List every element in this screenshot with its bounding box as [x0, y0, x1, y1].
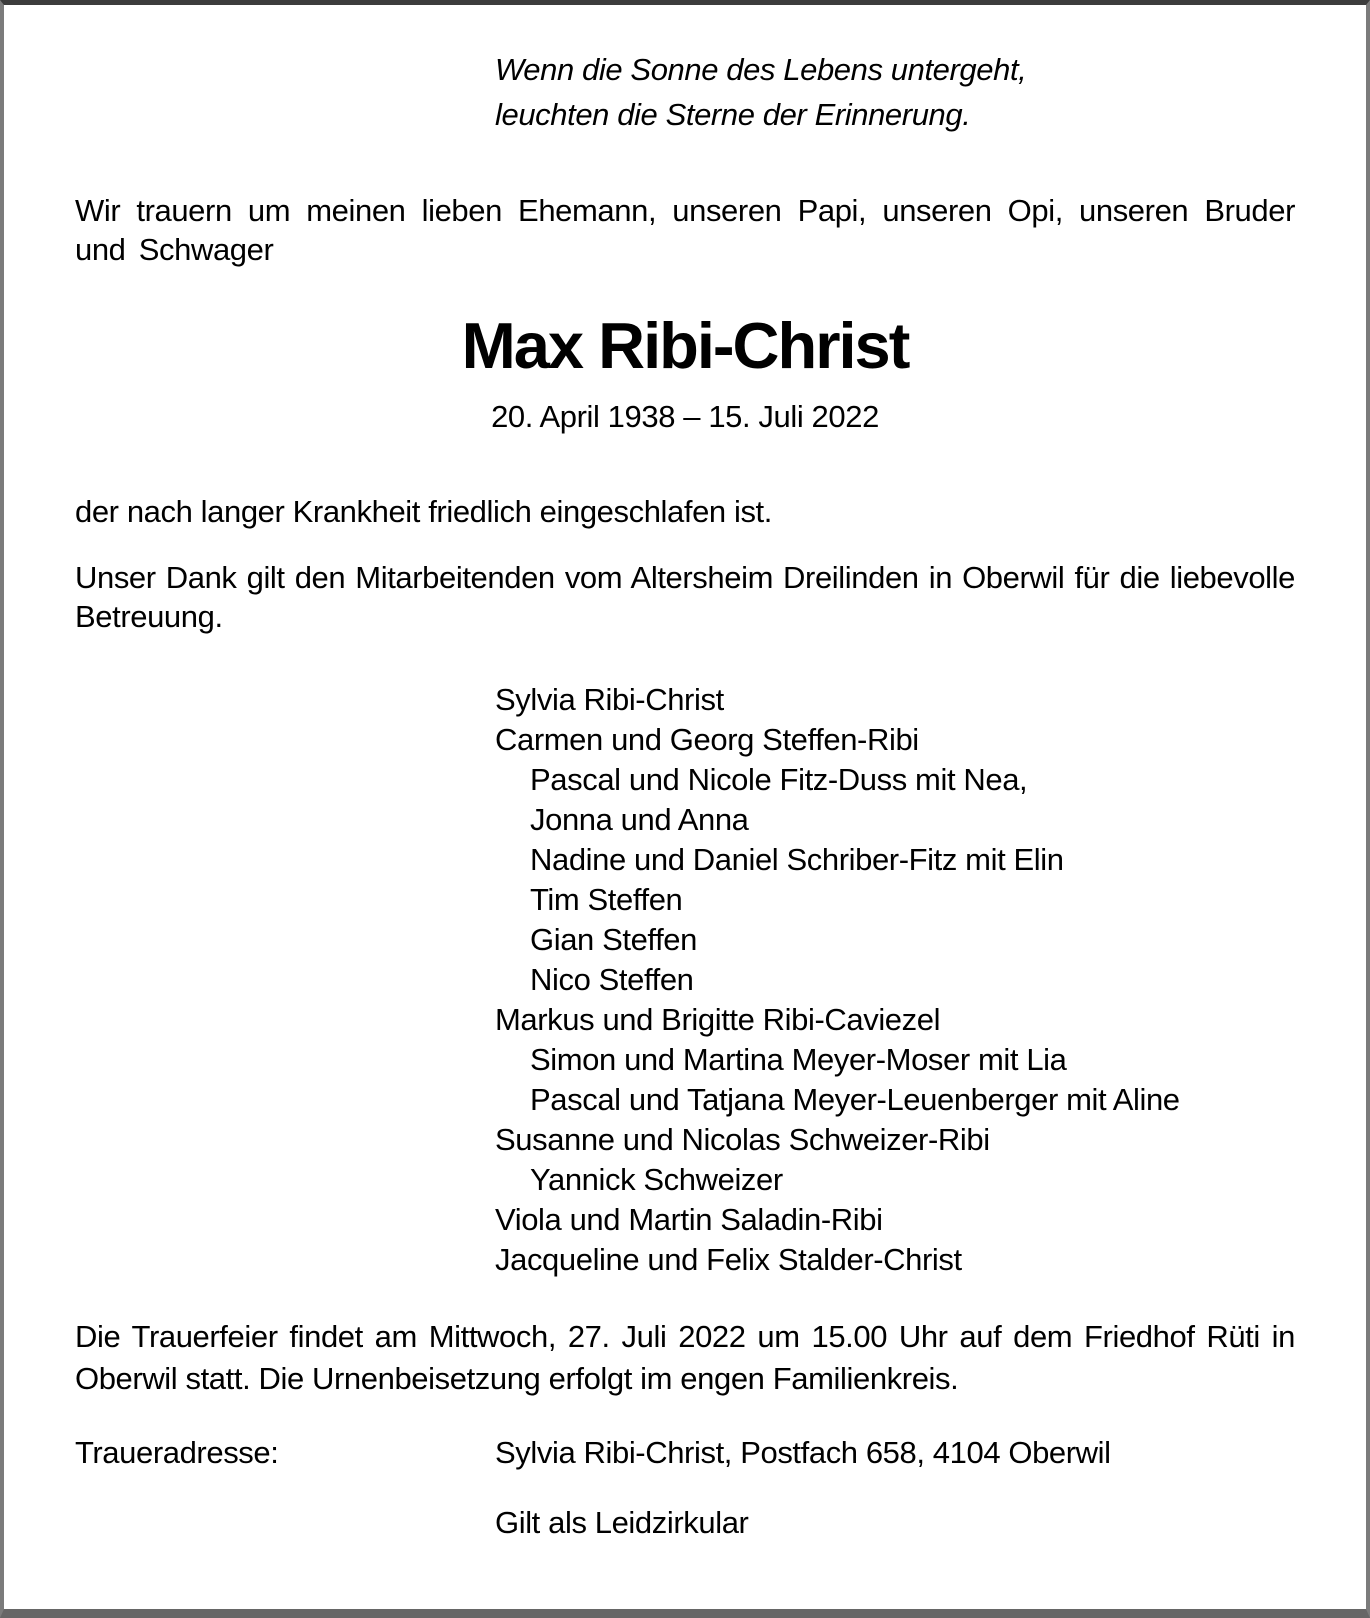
family-member: Nico Steffen	[530, 962, 694, 997]
family-member: Jacqueline und Felix Stalder-Christ	[495, 1242, 962, 1277]
family-member: Pascal und Tatjana Meyer-Leuenberger mit Aline	[530, 1082, 1180, 1117]
funeral-paragraph: Die Trauerfeier findet am Mittwoch, 27. Juli 2022 um 15.00 Uhr auf dem Friedhof Rüti in Oberwil statt. Die Urnenbeisetzung erfolgt im engen Familienkreis.	[75, 1319, 1295, 1396]
family-list	[495, 680, 1295, 1280]
address-value: Sylvia Ribi-Christ, Postfach 658, 4104 Oberwil	[495, 1435, 1111, 1470]
family-member: Yannick Schweizer	[530, 1162, 783, 1197]
family-member: Nadine und Daniel Schriber-Fitz mit Elin	[530, 842, 1064, 877]
family-member: Tim Steffen	[530, 882, 683, 917]
intro-paragraph: Wir trauern um meinen lieben Ehemann, unseren Papi, unseren Opi, unseren Bruder und Schwager	[75, 193, 1295, 267]
epigraph	[495, 47, 1295, 137]
family-member: Sylvia Ribi-Christ	[495, 682, 724, 717]
family-member: Pascal und Nicole Fitz-Duss mit Nea,	[530, 762, 1028, 797]
circular-note: Gilt als Leidzirkular	[495, 1505, 749, 1540]
family-member: Gian Steffen	[530, 922, 697, 957]
epigraph-line-1: Wenn die Sonne des Lebens untergeht,	[495, 52, 1027, 87]
family-member: Jonna und Anna	[530, 802, 749, 837]
family-member: Markus und Brigitte Ribi-Caviezel	[495, 1002, 941, 1037]
epigraph-line-2: leuchten die Sterne der Erinnerung.	[495, 97, 971, 132]
family-member: Carmen und Georg Steffen-Ribi	[495, 722, 919, 757]
family-member: Viola und Martin Saladin-Ribi	[495, 1202, 883, 1237]
deceased-name: Max Ribi-Christ	[461, 309, 909, 382]
family-member: Susanne und Nicolas Schweizer-Ribi	[495, 1122, 990, 1157]
passing-paragraph: der nach langer Krankheit friedlich eingeschlafen ist.	[75, 494, 772, 529]
life-dates: 20. April 1938 – 15. Juli 2022	[491, 399, 879, 434]
address-label: Traueradresse:	[75, 1435, 279, 1470]
family-member: Simon und Martina Meyer-Moser mit Lia	[530, 1042, 1067, 1077]
thanks-paragraph: Unser Dank gilt den Mitarbeitenden vom Altersheim Dreilinden in Oberwil für die liebevolle Betreuung.	[75, 560, 1295, 634]
address-row	[75, 1433, 1295, 1472]
